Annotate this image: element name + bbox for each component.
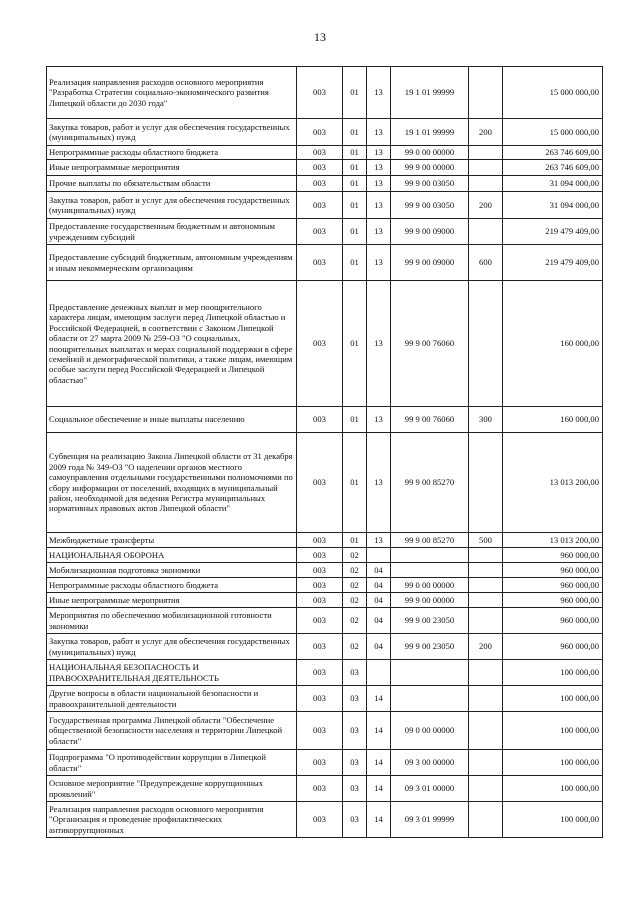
amount-cell: 263 746 609,00 [503,146,603,160]
amount-cell: 263 746 609,00 [503,160,603,176]
subsection-code-cell: 13 [367,176,391,192]
expense-name-cell: Социальное обеспечение и иные выплаты населению [47,407,297,433]
section-code-cell: 03 [343,776,367,802]
target-item-code-cell: 09 3 01 00000 [391,776,469,802]
expense-type-code-cell: 200 [469,634,503,660]
amount-cell: 160 000,00 [503,281,603,407]
amount-cell: 219 479 409,00 [503,245,603,281]
table-row [47,750,603,776]
section-code-cell: 02 [343,593,367,608]
table-row [47,608,603,634]
amount-cell: 13 013 200,00 [503,433,603,533]
amount-cell: 100 000,00 [503,750,603,776]
expense-type-code-cell [469,176,503,192]
department-code-cell: 003 [297,245,343,281]
section-code-cell: 03 [343,660,367,686]
expense-name-cell: Реализация направления расходов основного мероприятия "Разработка Стратегии социально-экономического развития Липецкой области до 2030 года" [47,67,297,119]
expense-type-code-cell: 300 [469,407,503,433]
expense-name-cell: Мобилизационная подготовка экономики [47,563,297,578]
section-code-cell: 01 [343,119,367,146]
expense-name-cell: Подпрограмма "О противодействии коррупции в Липецкой области" [47,750,297,776]
department-code-cell: 003 [297,119,343,146]
subsection-code-cell: 14 [367,776,391,802]
department-code-cell: 003 [297,146,343,160]
amount-cell: 13 013 200,00 [503,533,603,548]
section-code-cell: 01 [343,219,367,245]
table-row [47,548,603,563]
subsection-code-cell: 13 [367,245,391,281]
table-row [47,802,603,838]
target-item-code-cell: 09 3 01 99999 [391,802,469,838]
expense-type-code-cell: 600 [469,245,503,281]
table-row [47,407,603,433]
amount-cell: 15 000 000,00 [503,119,603,146]
target-item-code-cell: 99 9 00 00000 [391,593,469,608]
amount-cell: 219 479 409,00 [503,219,603,245]
expense-type-code-cell [469,686,503,712]
section-code-cell: 01 [343,433,367,533]
table-row [47,219,603,245]
expense-name-cell: Закупка товаров, работ и услуг для обеспечения государственных (муниципальных) нужд [47,192,297,219]
amount-cell: 15 000 000,00 [503,67,603,119]
department-code-cell: 003 [297,712,343,750]
department-code-cell: 003 [297,67,343,119]
target-item-code-cell [391,686,469,712]
target-item-code-cell: 99 9 00 09000 [391,245,469,281]
expense-name-cell: Непрограммные расходы областного бюджета [47,578,297,593]
amount-cell: 960 000,00 [503,548,603,563]
expense-type-code-cell [469,433,503,533]
expense-name-cell: Другие вопросы в области национальной безопасности и правоохранительной деятельности [47,686,297,712]
expense-name-cell: Иные непрограммные мероприятия [47,593,297,608]
section-code-cell: 03 [343,802,367,838]
target-item-code-cell: 99 9 00 03050 [391,192,469,219]
table-row [47,119,603,146]
expense-name-cell: НАЦИОНАЛЬНАЯ ОБОРОНА [47,548,297,563]
department-code-cell: 003 [297,802,343,838]
table-row [47,146,603,160]
department-code-cell: 003 [297,548,343,563]
department-code-cell: 003 [297,192,343,219]
table-row [47,192,603,219]
subsection-code-cell: 04 [367,593,391,608]
expense-type-code-cell [469,712,503,750]
amount-cell: 100 000,00 [503,802,603,838]
target-item-code-cell: 99 9 00 76060 [391,281,469,407]
section-code-cell: 01 [343,160,367,176]
subsection-code-cell: 04 [367,634,391,660]
expense-type-code-cell [469,660,503,686]
expense-type-code-cell: 200 [469,119,503,146]
subsection-code-cell [367,548,391,563]
expense-type-code-cell [469,146,503,160]
department-code-cell: 003 [297,608,343,634]
target-item-code-cell: 99 9 00 85270 [391,433,469,533]
target-item-code-cell: 99 9 00 00000 [391,160,469,176]
target-item-code-cell: 09 3 00 00000 [391,750,469,776]
department-code-cell: 003 [297,281,343,407]
subsection-code-cell: 13 [367,219,391,245]
expense-type-code-cell [469,608,503,634]
department-code-cell: 003 [297,219,343,245]
expense-name-cell: Мероприятия по обеспечению мобилизационной готовности экономики [47,608,297,634]
expense-name-cell: Прочие выплаты по обязательствам области [47,176,297,192]
table-row [47,245,603,281]
section-code-cell: 03 [343,750,367,776]
table-row [47,176,603,192]
expense-type-code-cell [469,563,503,578]
section-code-cell: 01 [343,533,367,548]
section-code-cell: 01 [343,245,367,281]
expense-name-cell: Иные непрограммные мероприятия [47,160,297,176]
target-item-code-cell [391,660,469,686]
department-code-cell: 003 [297,407,343,433]
amount-cell: 960 000,00 [503,593,603,608]
table-row [47,160,603,176]
table-row [47,686,603,712]
target-item-code-cell: 99 9 00 03050 [391,176,469,192]
subsection-code-cell: 14 [367,750,391,776]
target-item-code-cell: 19 1 01 99999 [391,119,469,146]
expense-type-code-cell [469,750,503,776]
subsection-code-cell [367,660,391,686]
page-number: 13 [314,30,326,44]
expense-type-code-cell [469,548,503,563]
amount-cell: 960 000,00 [503,563,603,578]
section-code-cell: 02 [343,548,367,563]
department-code-cell: 003 [297,634,343,660]
subsection-code-cell: 04 [367,608,391,634]
section-code-cell: 02 [343,578,367,593]
target-item-code-cell: 09 0 00 00000 [391,712,469,750]
table-row [47,776,603,802]
expense-name-cell: Предоставление государственным бюджетным и автономным учреждениям субсидий [47,219,297,245]
amount-cell: 160 000,00 [503,407,603,433]
table-row [47,634,603,660]
subsection-code-cell: 04 [367,578,391,593]
department-code-cell: 003 [297,533,343,548]
department-code-cell: 003 [297,776,343,802]
subsection-code-cell: 13 [367,67,391,119]
amount-cell: 100 000,00 [503,660,603,686]
expense-name-cell: Реализация направления расходов основного мероприятия "Организация и проведение профилактических антикоррупционных [47,802,297,838]
section-code-cell: 01 [343,192,367,219]
expense-type-code-cell [469,67,503,119]
section-code-cell: 01 [343,146,367,160]
expense-name-cell: НАЦИОНАЛЬНАЯ БЕЗОПАСНОСТЬ И ПРАВООХРАНИТЕЛЬНАЯ ДЕЯТЕЛЬНОСТЬ [47,660,297,686]
subsection-code-cell: 13 [367,407,391,433]
target-item-code-cell: 99 9 00 76060 [391,407,469,433]
table-row [47,67,603,119]
section-code-cell: 03 [343,712,367,750]
department-code-cell: 003 [297,433,343,533]
target-item-code-cell: 99 9 00 09000 [391,219,469,245]
target-item-code-cell: 99 9 00 23050 [391,634,469,660]
department-code-cell: 003 [297,176,343,192]
department-code-cell: 003 [297,593,343,608]
subsection-code-cell: 13 [367,192,391,219]
target-item-code-cell: 99 0 00 00000 [391,578,469,593]
section-code-cell: 01 [343,176,367,192]
section-code-cell: 01 [343,281,367,407]
table-row [47,578,603,593]
expense-type-code-cell [469,219,503,245]
amount-cell: 960 000,00 [503,578,603,593]
subsection-code-cell: 13 [367,533,391,548]
department-code-cell: 003 [297,160,343,176]
section-code-cell: 02 [343,563,367,578]
expense-name-cell: Непрограммные расходы областного бюджета [47,146,297,160]
budget-table-body [47,67,603,838]
subsection-code-cell: 14 [367,686,391,712]
section-code-cell: 03 [343,686,367,712]
amount-cell: 960 000,00 [503,634,603,660]
subsection-code-cell: 13 [367,281,391,407]
expense-type-code-cell [469,160,503,176]
table-row [47,533,603,548]
section-code-cell: 01 [343,407,367,433]
amount-cell: 100 000,00 [503,686,603,712]
department-code-cell: 003 [297,686,343,712]
subsection-code-cell: 14 [367,712,391,750]
section-code-cell: 02 [343,608,367,634]
subsection-code-cell: 04 [367,563,391,578]
amount-cell: 31 094 000,00 [503,176,603,192]
subsection-code-cell: 13 [367,146,391,160]
expense-name-cell: Закупка товаров, работ и услуг для обеспечения государственных (муниципальных) нужд [47,634,297,660]
expense-name-cell: Предоставление субсидий бюджетным, автономным учреждениям и иным некоммерческим организациям [47,245,297,281]
subsection-code-cell: 14 [367,802,391,838]
expense-type-code-cell [469,593,503,608]
amount-cell: 100 000,00 [503,776,603,802]
target-item-code-cell: 99 9 00 23050 [391,608,469,634]
expense-name-cell: Субвенция на реализацию Закона Липецкой области от 31 декабря 2009 года № 349-ОЗ "О наделении органов местного самоуправления отдельными государственными полномочиями по сбору информации от поселений, входящих в муниципальный район, необходимой для ведения Регистра муниципальных нормативных правовых актов Липецкой области" [47,433,297,533]
table-row [47,281,603,407]
expense-name-cell: Закупка товаров, работ и услуг для обеспечения государственных (муниципальных) нужд [47,119,297,146]
table-row [47,433,603,533]
department-code-cell: 003 [297,660,343,686]
subsection-code-cell: 13 [367,119,391,146]
expense-type-code-cell [469,578,503,593]
target-item-code-cell [391,563,469,578]
subsection-code-cell: 13 [367,160,391,176]
expense-name-cell: Основное мероприятие "Предупреждение коррупционных проявлений" [47,776,297,802]
amount-cell: 100 000,00 [503,712,603,750]
expense-name-cell: Предоставление денежных выплат и мер поощрительного характера лицам, имеющим заслуги перед Липецкой областью и Российской Федерацией, в соответствии с Законом Липецкой области от 27 марта 2009 № 259-ОЗ "О социальных, поощрительных выплатах и мерах социальной поддержки в сфере семейной и демографической политики, а также лицам, имеющим особые заслуги перед Российской Федерацией и Липецкой областью" [47,281,297,407]
expense-name-cell: Межбюджетные трансферты [47,533,297,548]
table-row [47,712,603,750]
target-item-code-cell: 19 1 01 99999 [391,67,469,119]
target-item-code-cell [391,548,469,563]
table-row [47,563,603,578]
table-row [47,660,603,686]
table-row [47,593,603,608]
budget-table [46,66,603,838]
department-code-cell: 003 [297,563,343,578]
expense-type-code-cell [469,281,503,407]
expense-type-code-cell: 500 [469,533,503,548]
target-item-code-cell: 99 0 00 00000 [391,146,469,160]
expense-type-code-cell: 200 [469,192,503,219]
section-code-cell: 01 [343,67,367,119]
section-code-cell: 02 [343,634,367,660]
subsection-code-cell: 13 [367,433,391,533]
amount-cell: 31 094 000,00 [503,192,603,219]
department-code-cell: 003 [297,578,343,593]
expense-type-code-cell [469,776,503,802]
amount-cell: 960 000,00 [503,608,603,634]
expense-type-code-cell [469,802,503,838]
target-item-code-cell: 99 9 00 85270 [391,533,469,548]
department-code-cell: 003 [297,750,343,776]
expense-name-cell: Государственная программа Липецкой области "Обеспечение общественной безопасности населения и территории Липецкой области" [47,712,297,750]
